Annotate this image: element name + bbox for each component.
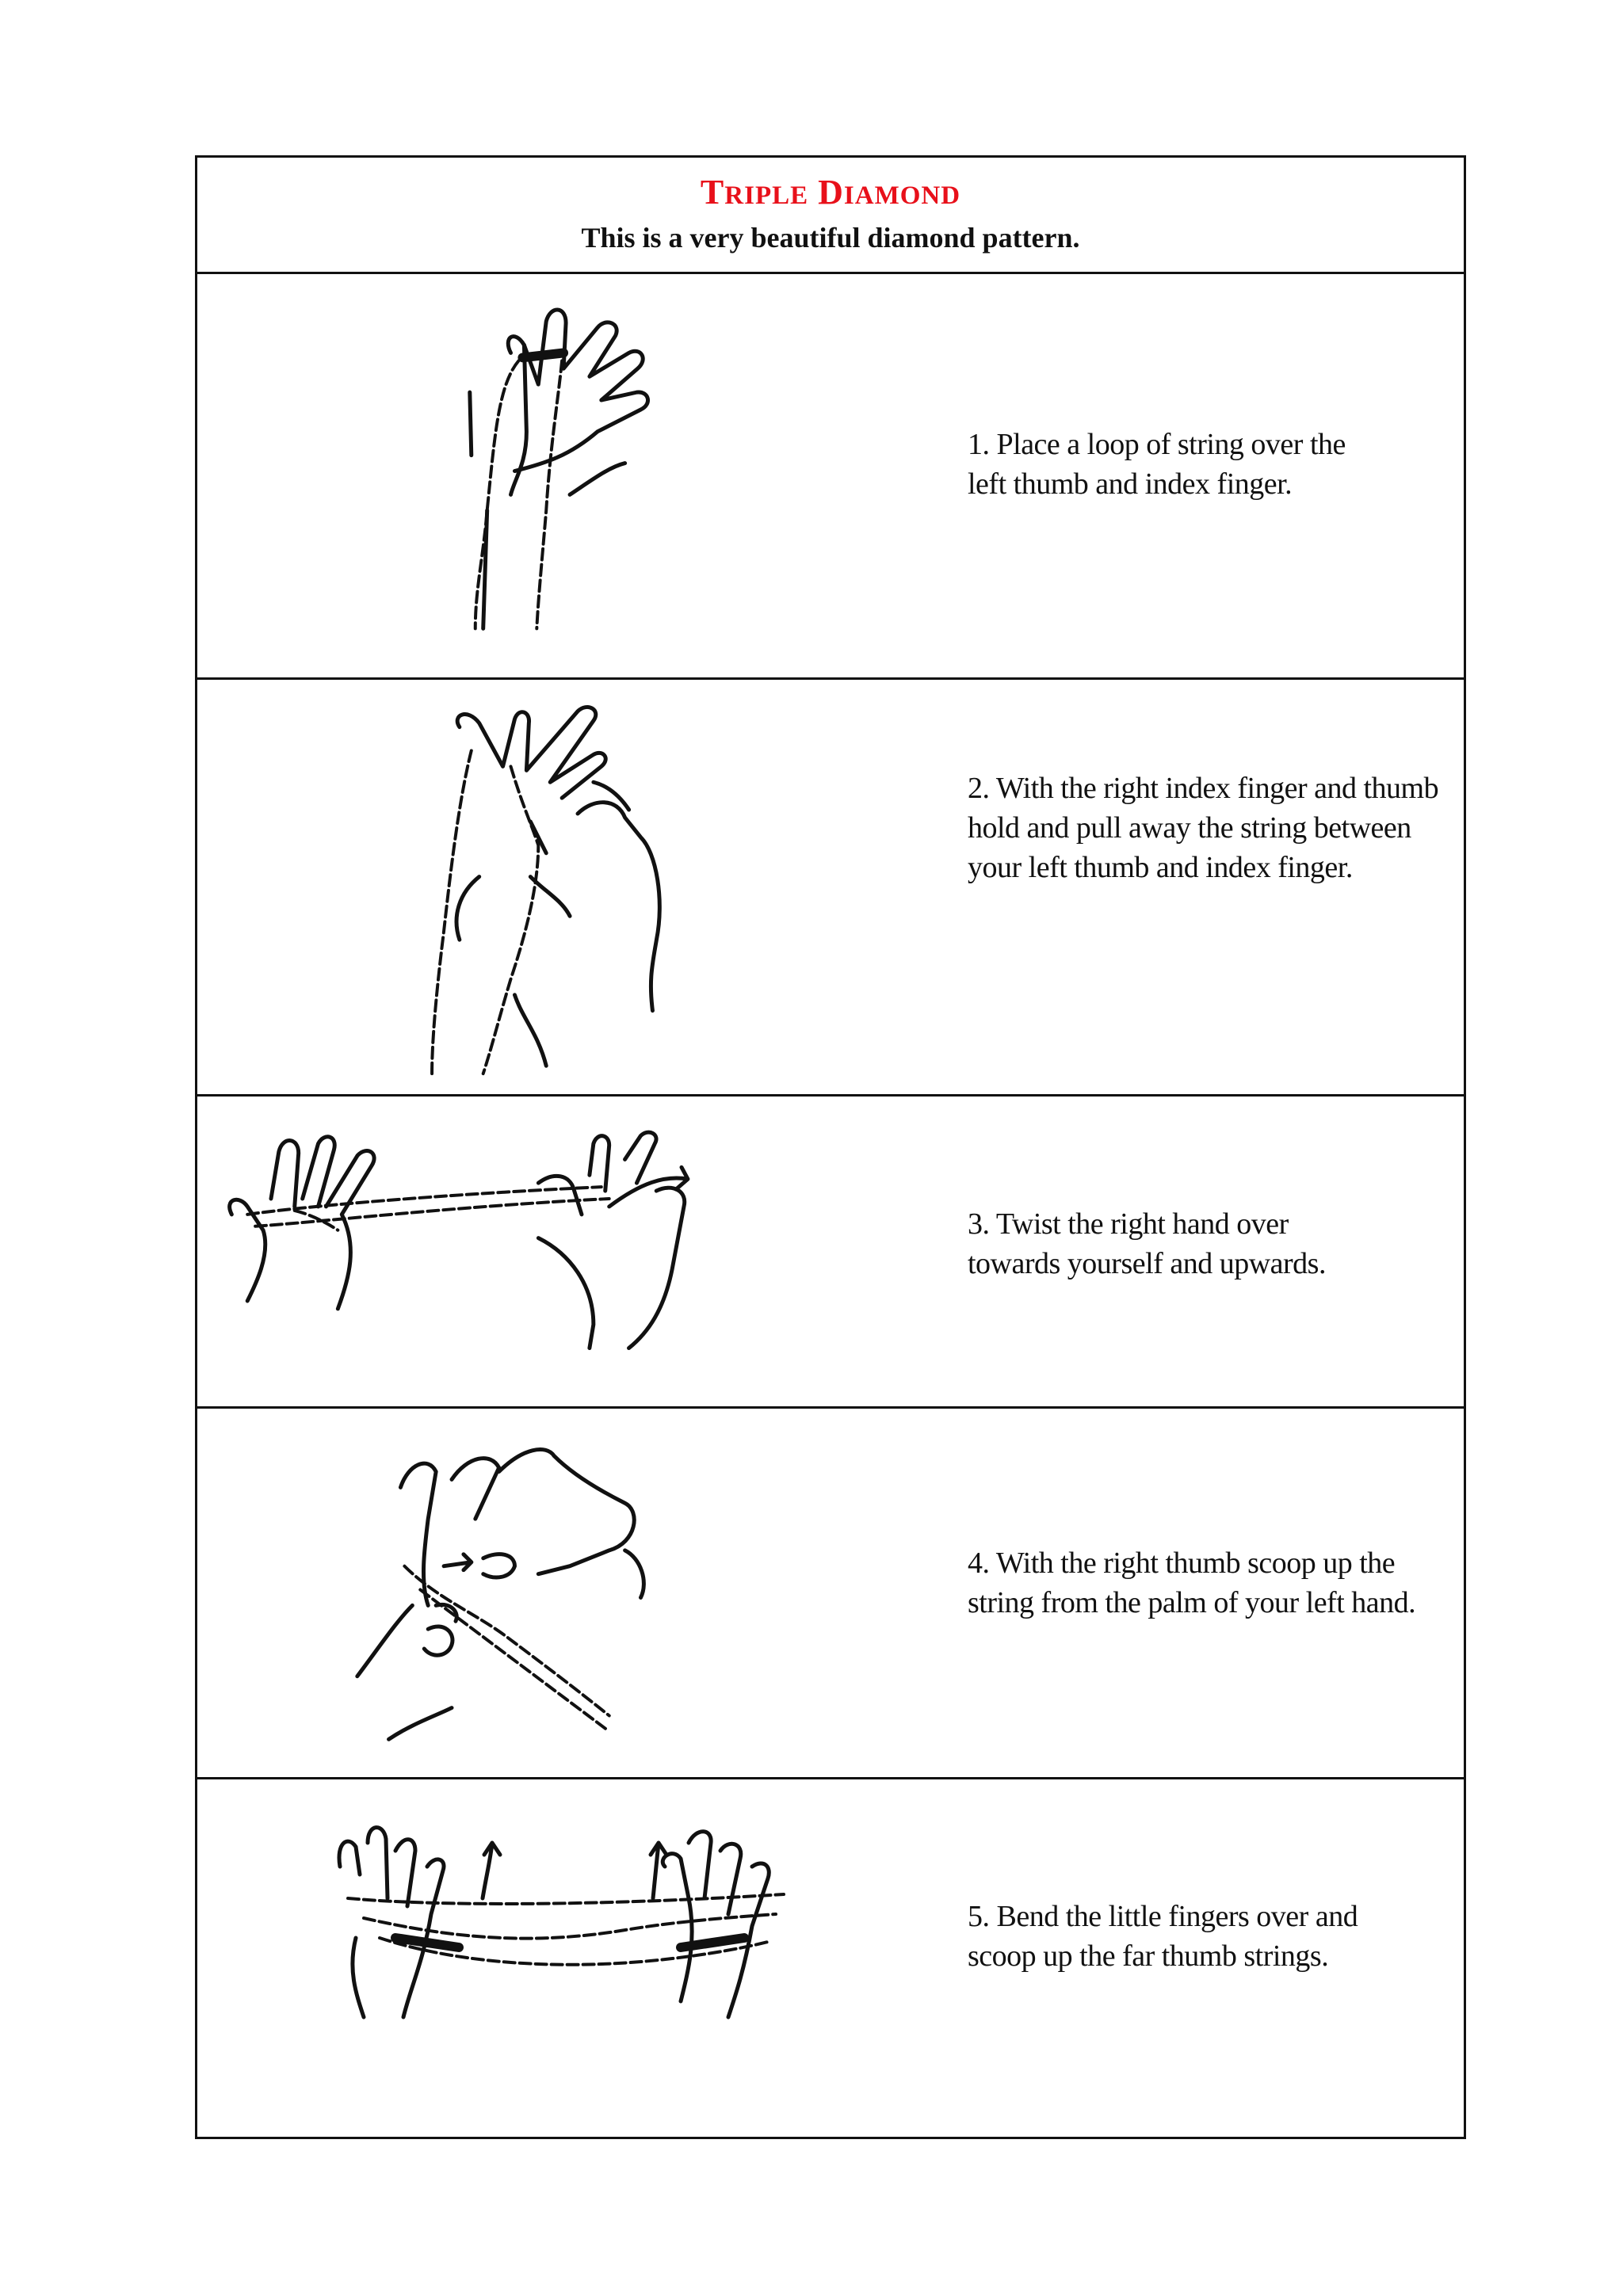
step-3-line-2: towards yourself and upwards.: [968, 1247, 1326, 1280]
title-rest-2: IAMOND: [843, 181, 961, 210]
step-3-text: [968, 1204, 1451, 1283]
step-1-line-2: left thumb and index finger.: [968, 467, 1293, 501]
little-fingers-bend-icon: [197, 1779, 958, 2139]
title-initial-d: D: [818, 173, 844, 212]
step-1-text: [968, 425, 1451, 504]
step-4-text: [968, 1543, 1451, 1623]
title-initial-t: T: [700, 173, 725, 212]
title-rest-1: RIPLE: [724, 181, 809, 210]
step-row-2: [197, 680, 1464, 1097]
step-2-text: [968, 769, 1451, 887]
step-2-line-1: 2. With the right index finger and thumb: [968, 772, 1439, 805]
step-2-line-3: your left thumb and index finger.: [968, 851, 1353, 884]
step-3-line-1: 3. Twist the right hand over: [968, 1207, 1289, 1241]
step-4-line-2: string from the palm of your left hand.: [968, 1586, 1416, 1619]
step-5-line-2: scoop up the far thumb strings.: [968, 1939, 1329, 1973]
step-2-line-2: hold and pull away the string between: [968, 811, 1411, 845]
header: [197, 158, 1464, 274]
page-subtitle: This is a very beautiful diamond pattern.: [581, 222, 1080, 254]
step-3-illustration: [197, 1097, 958, 1406]
step-row-1: [197, 274, 1464, 680]
step-1-illustration: [197, 274, 958, 677]
instruction-sheet: [195, 155, 1466, 2139]
hand-loop-icon: [197, 274, 958, 677]
step-1-line-1: 1. Place a loop of string over the: [968, 428, 1346, 461]
step-5-text: [968, 1897, 1451, 1976]
step-2-illustration: [197, 680, 958, 1094]
step-row-5: [197, 1779, 1464, 2139]
step-row-3: [197, 1097, 1464, 1409]
page-title: [197, 172, 1464, 212]
thumb-scoop-icon: [197, 1409, 958, 1777]
step-4-illustration: [197, 1409, 958, 1777]
hands-twist-icon: [197, 1097, 958, 1406]
step-row-4: [197, 1409, 1464, 1779]
hands-pull-string-icon: [197, 680, 958, 1094]
step-5-illustration: [197, 1779, 958, 2139]
step-5-line-1: 5. Bend the little fingers over and: [968, 1900, 1358, 1933]
step-4-line-1: 4. With the right thumb scoop up the: [968, 1547, 1396, 1580]
